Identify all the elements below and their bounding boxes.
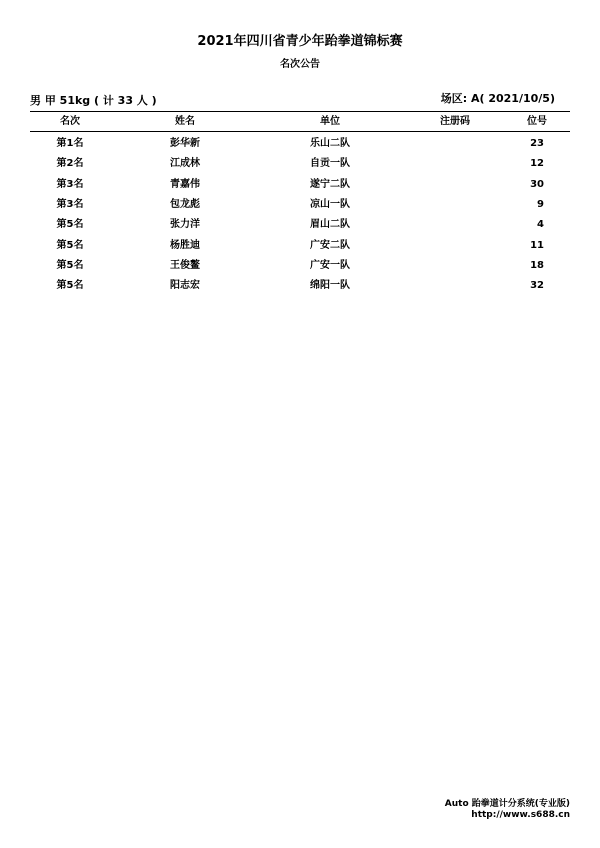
rank-cell: 第5名 [56,239,84,251]
table-row [0,238,600,258]
registration-cell [425,177,485,197]
header-position-number: 位号 [527,116,547,127]
name-cell: 彭华新 [170,138,200,149]
footer-url: http://www.s688.cn [471,810,570,820]
rank-cell: 第3名 [56,198,84,210]
rank-cell: 第5名 [56,219,84,231]
unit-cell: 凉山一队 [310,198,350,210]
position-number-cell: 30 [530,178,544,190]
rank-cell: 第5名 [56,259,84,271]
table-row [0,136,600,156]
table-row [0,217,600,237]
rank-cell: 第2名 [56,158,84,170]
registration-cell [425,136,485,156]
registration-cell [425,217,485,237]
position-number-cell: 23 [530,138,544,149]
registration-cell [425,197,485,217]
table-row [0,258,600,278]
weight-group-label: 男 甲 51kg ( 计 33 人 ) [30,94,157,107]
name-cell: 王俊鳌 [170,259,200,271]
unit-cell: 遂宁二队 [310,178,350,190]
position-number-cell: 18 [530,259,544,271]
rank-cell: 第1名 [56,138,84,149]
name-cell: 张力洋 [170,219,200,231]
table-row [0,156,600,176]
position-number-cell: 9 [537,198,544,210]
table-row [0,278,600,298]
name-cell: 青嘉伟 [170,178,200,190]
name-cell: 江成林 [170,158,200,170]
rank-cell: 第5名 [56,280,84,292]
name-cell: 阳志宏 [170,280,200,292]
unit-cell: 广安二队 [310,239,350,251]
header-registration: 注册码 [440,116,470,127]
unit-cell: 自贡一队 [310,158,350,170]
header-rank: 名次 [60,116,80,127]
document-title: 2021年四川省青少年跆拳道锦标赛 [197,34,403,49]
table-row [0,177,600,197]
registration-cell [425,156,485,176]
name-cell: 杨胜迪 [170,239,200,251]
footer-software: Auto 跆拳道计分系统(专业版) [444,799,570,809]
registration-cell [425,238,485,258]
venue-label: 场区: A( 2021/10/5) [440,92,555,105]
unit-cell: 绵阳一队 [310,280,350,292]
name-cell: 包龙彪 [170,198,200,210]
position-number-cell: 11 [530,239,544,251]
header-name: 姓名 [175,116,195,127]
registration-cell [425,258,485,278]
table-row [0,197,600,217]
registration-cell [425,278,485,298]
position-number-cell: 32 [530,280,544,292]
position-number-cell: 12 [530,158,544,170]
table-top-rule [30,111,570,112]
rank-cell: 第3名 [56,178,84,190]
position-number-cell: 4 [537,219,544,231]
document-subtitle: 名次公告 [280,59,320,70]
header-unit: 单位 [320,116,340,127]
unit-cell: 广安一队 [310,259,350,271]
unit-cell: 乐山二队 [310,138,350,149]
unit-cell: 眉山二队 [310,219,350,231]
table-header-rule [30,131,570,132]
